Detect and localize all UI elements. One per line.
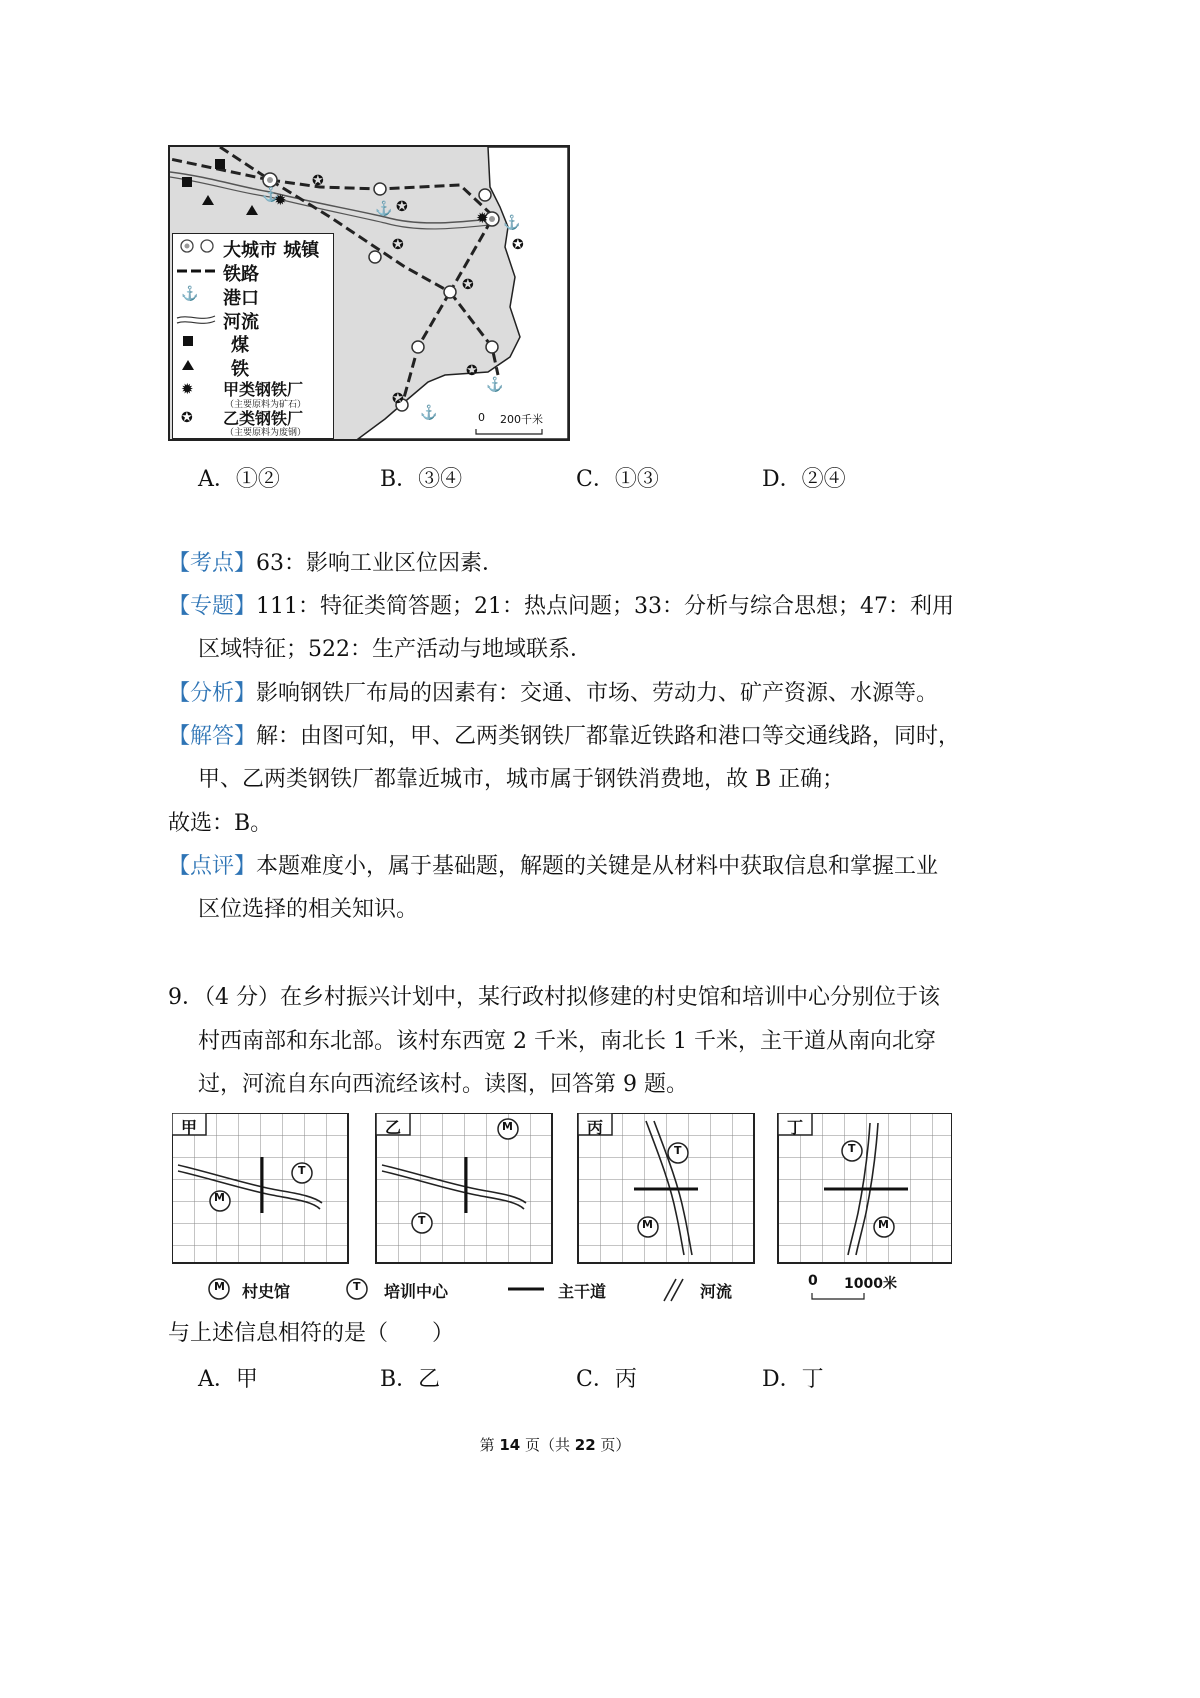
town-marker <box>444 286 456 298</box>
museum-letter: M <box>502 1120 513 1133</box>
fenxi-line: 【分析】影响钢铁厂布局的因素有：交通、市场、劳动力、矿产资源、水源等。 <box>168 681 939 706</box>
town-marker <box>486 341 498 353</box>
legend-city-town: 大城市 城镇 <box>223 240 320 261</box>
panel-label-ding: 丁 <box>787 1118 804 1137</box>
legend-steel-a: 甲类钢铁厂 <box>223 380 304 399</box>
legend-railway: 铁路 <box>223 264 259 285</box>
q9-line-3: 过，河流自东向西流经该村。读图，回答第 9 题。 <box>198 1072 688 1097</box>
q8-option-b[interactable]: B．③④ <box>380 467 463 492</box>
legend-coal: 煤 <box>231 335 249 356</box>
coal-icon <box>215 159 225 169</box>
jieda-line-1: 【解答】解：由图可知，甲、乙两类钢铁厂都靠近铁路和港口等交通线路，同时， <box>168 724 961 749</box>
q8-option-a[interactable]: A．①② <box>198 467 280 492</box>
iron-icon <box>246 205 258 215</box>
training-letter: T <box>848 1142 856 1155</box>
svg-text:⚓: ⚓ <box>181 286 199 302</box>
steel-b-icon: ✪ <box>392 237 404 253</box>
q8-option-d[interactable]: D．②④ <box>762 467 846 492</box>
page-number: 14 <box>499 1436 521 1454</box>
legend-steel-b-note: （主要原料为废钢） <box>225 428 307 438</box>
dianping-tag: 【点评】 <box>168 854 257 879</box>
jieda-line-2: 甲、乙两类钢铁厂都靠近城市，城市属于钢铁消费地，故 B 正确； <box>198 767 845 792</box>
port-icon: ⚓ <box>486 377 504 393</box>
dianping-line-2: 区位选择的相关知识。 <box>198 897 419 922</box>
port-icon: ⚓ <box>503 215 521 231</box>
zhuanti-line-2: 区域特征；522：生产活动与地域联系． <box>198 637 592 662</box>
panel-label-yi: 乙 <box>385 1118 402 1137</box>
sea-area <box>358 147 568 439</box>
port-icon: ⚓ <box>375 201 393 217</box>
training-letter: T <box>674 1144 682 1157</box>
fenxi-tag: 【分析】 <box>168 681 257 706</box>
svg-text:✹: ✹ <box>181 380 194 398</box>
q9-option-a[interactable]: A．甲 <box>198 1367 258 1392</box>
legend-scale-zero: 0 <box>808 1273 818 1289</box>
steel-b-icon: ✪ <box>512 237 524 253</box>
legend-road-label: 主干道 <box>558 1282 607 1301</box>
panel-bing <box>578 1113 754 1263</box>
coal-icon <box>182 177 192 187</box>
steel-b-icon: ✪ <box>392 391 404 407</box>
museum-letter: M <box>214 1191 225 1204</box>
page-total: 22 <box>574 1436 596 1454</box>
zhuanti-line-1: 【专题】111：特征类简答题；21：热点问题；33：分析与综合思想；47：利用 <box>168 594 954 619</box>
kaodian-text: 63：影响工业区位因素． <box>256 551 505 576</box>
steel-a-icon: ✹ <box>476 209 489 227</box>
q9-figure <box>172 1113 952 1305</box>
steel-b-icon: ✪ <box>396 199 408 215</box>
steel-a-icon: ✹ <box>274 191 287 209</box>
q9-line-2: 村西南部和东北部。该村东西宽 2 千米，南北长 1 千米，主干道从南向北穿 <box>198 1029 936 1054</box>
steel-plant-map <box>168 145 570 441</box>
scale-zero: 0 <box>478 411 485 424</box>
museum-letter: M <box>642 1218 653 1231</box>
legend-museum-label: 村史馆 <box>242 1282 291 1301</box>
q9-option-c[interactable]: C．丙 <box>576 1367 637 1392</box>
port-icon: ⚓ <box>262 187 280 203</box>
steel-b-icon: ✪ <box>462 277 474 293</box>
legend-scale-label: 1000米 <box>844 1276 897 1292</box>
legend-scale-bar <box>812 1293 864 1299</box>
museum-letter: M <box>878 1218 889 1231</box>
legend-river-symbol <box>664 1279 683 1301</box>
panel-ding <box>778 1113 952 1263</box>
legend-training-letter: T <box>353 1280 361 1293</box>
jieda-tag: 【解答】 <box>168 724 257 749</box>
big-city-marker <box>267 177 273 183</box>
training-letter: T <box>418 1214 426 1227</box>
iron-icon <box>202 195 214 205</box>
town-marker <box>412 341 424 353</box>
legend-steel-b: 乙类钢铁厂 <box>223 409 304 428</box>
training-letter: T <box>298 1164 306 1177</box>
page-footer: 第 14 页（共 22 页） <box>479 1436 631 1454</box>
zhuanti-tag: 【专题】 <box>168 594 257 619</box>
legend-river-label: 河流 <box>700 1282 733 1301</box>
q9-panels-svg <box>172 1113 952 1305</box>
answer-line: 故选：B。 <box>168 811 273 836</box>
map-legend <box>172 233 334 439</box>
panel-yi <box>376 1113 552 1263</box>
panel-label-bing: 丙 <box>587 1118 604 1137</box>
q9-option-b[interactable]: B．乙 <box>380 1367 441 1392</box>
q9-question: 与上述信息相符的是（ ） <box>168 1321 455 1346</box>
steel-b-icon: ✪ <box>466 363 478 379</box>
legend-museum-letter: M <box>214 1280 225 1293</box>
q9-option-d[interactable]: D．丁 <box>762 1367 824 1392</box>
kaodian-tag: 【考点】 <box>168 551 257 576</box>
town-marker <box>479 189 491 201</box>
dianping-line-1: 【点评】本题难度小，属于基础题，解题的关键是从材料中获取信息和掌握工业 <box>168 854 939 879</box>
kaodian-line <box>168 550 504 578</box>
port-icon: ⚓ <box>420 405 438 421</box>
q8-option-c[interactable]: C．①③ <box>576 467 659 492</box>
railway-line <box>220 147 492 215</box>
legend-iron: 铁 <box>231 359 249 380</box>
town-marker <box>369 251 381 263</box>
steel-b-icon: ✪ <box>312 173 324 189</box>
big-city-marker <box>489 216 495 222</box>
panel-jia <box>172 1113 348 1263</box>
q9-line-1: 9．（4 分）在乡村振兴计划中，某行政村拟修建的村史馆和培训中心分别位于该 <box>168 985 940 1010</box>
legend-port: 港口 <box>223 288 259 309</box>
town-marker <box>374 183 386 195</box>
panel-label-jia: 甲 <box>181 1118 198 1137</box>
legend-training-label: 培训中心 <box>384 1282 449 1301</box>
scale-label: 200千米 <box>500 413 543 426</box>
svg-text:✪: ✪ <box>181 410 193 426</box>
legend-steel-a-note: （主要原料为矿石） <box>225 400 307 410</box>
legend-river: 河流 <box>223 312 259 333</box>
